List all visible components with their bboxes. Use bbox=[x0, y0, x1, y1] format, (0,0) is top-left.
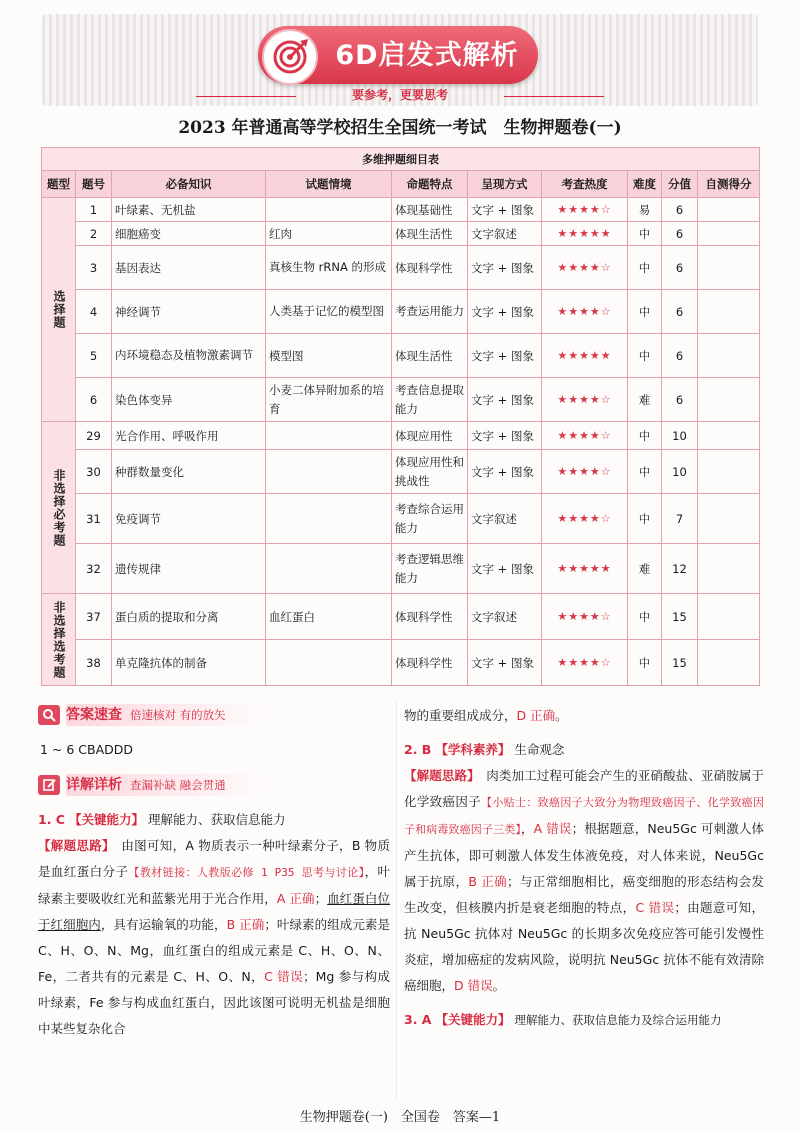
question-number: 5 bbox=[76, 334, 112, 378]
score-cell: 6 bbox=[662, 246, 698, 290]
knowledge-cell: 蛋白质的提取和分离 bbox=[112, 594, 266, 640]
self-score-cell[interactable] bbox=[698, 378, 760, 422]
q1-explanation bbox=[38, 833, 390, 1042]
heat-stars: ★★★★☆ bbox=[542, 594, 628, 640]
table-row bbox=[42, 198, 760, 222]
heat-stars: ★★★★☆ bbox=[542, 378, 628, 422]
context-cell bbox=[266, 544, 392, 594]
form-cell: 文字 + 图象 bbox=[468, 334, 542, 378]
score-cell: 10 bbox=[662, 422, 698, 450]
context-cell bbox=[266, 198, 392, 222]
q1-label: 1. C bbox=[38, 812, 65, 827]
option-verdict: D 错误 bbox=[454, 978, 493, 993]
self-score-cell[interactable] bbox=[698, 640, 760, 686]
question-type-cell bbox=[42, 422, 76, 594]
heat-stars: ★★★★☆ bbox=[542, 450, 628, 494]
difficulty-cell: 易 bbox=[628, 198, 662, 222]
column-divider bbox=[396, 700, 397, 1100]
heat-stars: ★★★★☆ bbox=[542, 290, 628, 334]
context-cell: 小麦二体异附加系的培育 bbox=[266, 378, 392, 422]
table-row bbox=[42, 246, 760, 290]
knowledge-cell: 单克隆抗体的制备 bbox=[112, 640, 266, 686]
text: 由图可知，A 物质表示一种叶绿素分子，B 物质是血红蛋白分子 bbox=[38, 838, 390, 879]
question-type: 非选择选考题 bbox=[52, 600, 66, 679]
search-icon bbox=[38, 705, 60, 725]
knowledge-cell: 神经调节 bbox=[112, 290, 266, 334]
option-verdict: B 正确 bbox=[226, 917, 265, 932]
self-score-cell[interactable] bbox=[698, 422, 760, 450]
text: ，具有运输氧的功能， bbox=[100, 917, 227, 932]
form-cell: 文字 + 图象 bbox=[468, 544, 542, 594]
self-score-cell[interactable] bbox=[698, 334, 760, 378]
difficulty-cell: 中 bbox=[628, 450, 662, 494]
score-cell: 6 bbox=[662, 334, 698, 378]
score-cell: 15 bbox=[662, 594, 698, 640]
table-row bbox=[42, 594, 760, 640]
form-cell: 文字叙述 bbox=[468, 594, 542, 640]
table-header-row bbox=[42, 171, 760, 198]
table-row bbox=[42, 544, 760, 594]
difficulty-cell: 难 bbox=[628, 378, 662, 422]
q2-tag: 【学科素养】 bbox=[435, 742, 511, 757]
q2-explanation bbox=[404, 763, 764, 999]
heat-stars: ★★★★☆ bbox=[542, 246, 628, 290]
column-header: 呈现方式 bbox=[468, 171, 542, 198]
self-score-cell[interactable] bbox=[698, 450, 760, 494]
question-type-cell bbox=[42, 198, 76, 422]
column-header: 自测得分 bbox=[698, 171, 760, 198]
score-cell: 15 bbox=[662, 640, 698, 686]
score-cell: 6 bbox=[662, 290, 698, 334]
question-type-cell bbox=[42, 594, 76, 686]
detailed-subtitle: 查漏补缺 融会贯通 bbox=[130, 778, 226, 792]
tip-hint: 【小贴士：致癌因子大致分为物理致癌因子、化学致癌因子和病毒致癌因子三类】 bbox=[404, 796, 764, 836]
quick-answers-header bbox=[38, 703, 390, 727]
option-verdict: B 正确 bbox=[468, 874, 507, 889]
column-header: 难度 bbox=[628, 171, 662, 198]
form-cell: 文字 + 图象 bbox=[468, 450, 542, 494]
question-number: 32 bbox=[76, 544, 112, 594]
text: ，叶绿素主要吸收红光和蓝紫光用于光合作用， bbox=[38, 864, 390, 906]
table-row bbox=[42, 494, 760, 544]
question-number: 3 bbox=[76, 246, 112, 290]
text: 肉类加工过程可能会产生的亚硝酸盐、亚硝胺属于化学致癌因子 bbox=[404, 768, 764, 809]
form-cell: 文字叙述 bbox=[468, 494, 542, 544]
feature-cell: 考查信息提取能力 bbox=[392, 378, 468, 422]
score-cell: 7 bbox=[662, 494, 698, 544]
q2-tag-text: 生命观念 bbox=[514, 742, 565, 757]
form-cell: 文字 + 图象 bbox=[468, 246, 542, 290]
self-score-cell[interactable] bbox=[698, 290, 760, 334]
text: ；根据题意，Neu5Gc 可刺激人体产生抗体，即可刺激人体发生体液免疫，对人体来说，Neu5Gc 属于抗原， bbox=[404, 821, 764, 889]
question-number: 29 bbox=[76, 422, 112, 450]
q3-label: 3. A bbox=[404, 1012, 432, 1027]
text: 。 bbox=[555, 708, 568, 723]
question-number: 30 bbox=[76, 450, 112, 494]
form-cell: 文字 + 图象 bbox=[468, 198, 542, 222]
answer-key: 1 ~ 6 CBADDD bbox=[40, 742, 134, 757]
context-cell: 模型图 bbox=[266, 334, 392, 378]
table-row bbox=[42, 334, 760, 378]
table-row bbox=[42, 290, 760, 334]
heat-stars: ★★★★★ bbox=[542, 334, 628, 378]
q1-tag-text: 理解能力、获取信息能力 bbox=[147, 812, 286, 827]
difficulty-cell: 中 bbox=[628, 334, 662, 378]
heat-stars: ★★★★★ bbox=[542, 544, 628, 594]
question-number: 31 bbox=[76, 494, 112, 544]
knowledge-cell: 染色体变异 bbox=[112, 378, 266, 422]
question-type: 非选择必考题 bbox=[52, 468, 66, 547]
score-cell: 10 bbox=[662, 450, 698, 494]
column-header: 分值 bbox=[662, 171, 698, 198]
question-number: 2 bbox=[76, 222, 112, 246]
feature-cell: 体现科学性 bbox=[392, 246, 468, 290]
page-title: 2023 年普通高等学校招生全国统一考试 生物押题卷(一) bbox=[178, 118, 622, 138]
score-cell: 6 bbox=[662, 378, 698, 422]
question-number: 1 bbox=[76, 198, 112, 222]
feature-cell: 体现科学性 bbox=[392, 594, 468, 640]
quick-answers-subtitle: 倍速核对 有的放矢 bbox=[130, 708, 226, 722]
heat-stars: ★★★★☆ bbox=[542, 198, 628, 222]
divider bbox=[196, 96, 296, 97]
page-footer: 生物押题卷(一) 全国卷 答案—1 bbox=[299, 1110, 501, 1125]
table-row bbox=[42, 378, 760, 422]
self-score-cell[interactable] bbox=[698, 594, 760, 640]
heat-stars: ★★★★☆ bbox=[542, 494, 628, 544]
option-verdict: A 错误 bbox=[533, 821, 572, 836]
knowledge-cell: 免疫调节 bbox=[112, 494, 266, 544]
feature-cell: 体现基础性 bbox=[392, 198, 468, 222]
table-row bbox=[42, 222, 760, 246]
context-cell: 真核生物 rRNA 的形成 bbox=[266, 246, 392, 290]
q3-tag-text: 理解能力、获取信息能力及综合运用能力 bbox=[514, 1013, 722, 1027]
text: ；与正常细胞相比，癌变细胞的形态结构会发生改变，但核膜内折是衰老细胞的特点， bbox=[404, 874, 764, 915]
heat-stars: ★★★★★ bbox=[542, 222, 628, 246]
q3-heading bbox=[404, 1007, 764, 1033]
text: ；叶绿素的组成元素是 C、H、O、N、Mg，血红蛋白的组成元素是 C、H、O、N、Fe，二者共有的元素是 C、H、O、N， bbox=[38, 917, 390, 984]
form-cell: 文字 + 图象 bbox=[468, 640, 542, 686]
column-header: 试题情境 bbox=[266, 171, 392, 198]
banner-title: 6D启发式解析 bbox=[335, 40, 519, 71]
table-row bbox=[42, 422, 760, 450]
underlined-text: 血红蛋白位于红细胞内 bbox=[38, 891, 390, 932]
knowledge-cell: 基因表达 bbox=[112, 246, 266, 290]
difficulty-cell: 中 bbox=[628, 494, 662, 544]
table-row bbox=[42, 640, 760, 686]
knowledge-cell: 种群数量变化 bbox=[112, 450, 266, 494]
q1-tag: 【关键能力】 bbox=[68, 812, 144, 827]
difficulty-cell: 中 bbox=[628, 222, 662, 246]
feature-cell: 体现生活性 bbox=[392, 222, 468, 246]
column-header: 必备知识 bbox=[112, 171, 266, 198]
difficulty-cell: 中 bbox=[628, 422, 662, 450]
textbook-hint: 【教材链接：人教版必修 1 P35 思考与讨论】 bbox=[128, 866, 365, 879]
column-header: 考查热度 bbox=[542, 171, 628, 198]
detailed-header bbox=[38, 773, 390, 797]
feature-cell: 体现应用性 bbox=[392, 422, 468, 450]
banner-subtitle: 要参考，更要思考 bbox=[351, 88, 448, 102]
idea-tag: 【解题思路】 bbox=[38, 838, 109, 853]
score-cell: 6 bbox=[662, 198, 698, 222]
self-score-cell[interactable] bbox=[698, 246, 760, 290]
self-score-cell[interactable] bbox=[698, 544, 760, 594]
idea-tag: 【解题思路】 bbox=[404, 768, 474, 783]
knowledge-cell: 叶绿素、无机盐 bbox=[112, 198, 266, 222]
self-score-cell[interactable] bbox=[698, 222, 760, 246]
q2-label: 2. B bbox=[404, 742, 432, 757]
option-verdict: C 错误 bbox=[264, 969, 304, 984]
divider bbox=[504, 96, 604, 97]
form-cell: 文字 + 图象 bbox=[468, 290, 542, 334]
score-cell: 12 bbox=[662, 544, 698, 594]
self-score-cell[interactable] bbox=[698, 494, 760, 544]
detailed-title: 详解详析 bbox=[66, 777, 122, 793]
column-header: 题号 bbox=[76, 171, 112, 198]
difficulty-cell: 中 bbox=[628, 290, 662, 334]
text: ；Mg 参与构成叶绿素，Fe 参与构成血红蛋白，因此该图可说明无机盐是细胞中某些复杂化合 bbox=[38, 969, 390, 1036]
q3-tag: 【关键能力】 bbox=[435, 1012, 511, 1027]
table-caption: 多维押题细目表 bbox=[42, 148, 760, 171]
question-number: 4 bbox=[76, 290, 112, 334]
difficulty-cell: 难 bbox=[628, 544, 662, 594]
text: ；由题意可知，抗 Neu5Gc 抗体对 Neu5Gc 的长期多次免疫应答可能引发慢性炎症，增加癌症的发病风险，说明抗 Neu5Gc 抗体不能有效清除癌细胞， bbox=[404, 900, 764, 993]
feature-cell: 体现生活性 bbox=[392, 334, 468, 378]
exam-breakdown-table bbox=[41, 147, 760, 686]
form-cell: 文字 + 图象 bbox=[468, 422, 542, 450]
feature-cell: 考查运用能力 bbox=[392, 290, 468, 334]
column-header: 命题特点 bbox=[392, 171, 468, 198]
knowledge-cell: 遗传规律 bbox=[112, 544, 266, 594]
option-verdict: A 正确 bbox=[276, 891, 315, 906]
context-cell: 红肉 bbox=[266, 222, 392, 246]
feature-cell: 考查逻辑思维能力 bbox=[392, 544, 468, 594]
context-cell bbox=[266, 640, 392, 686]
q1-continuation bbox=[404, 703, 764, 729]
difficulty-cell: 中 bbox=[628, 246, 662, 290]
text: 。 bbox=[492, 978, 506, 993]
q2-heading bbox=[404, 737, 764, 763]
heat-stars: ★★★★☆ bbox=[542, 422, 628, 450]
option-verdict: D 正确 bbox=[516, 708, 556, 723]
text: ； bbox=[314, 891, 328, 906]
q1-heading bbox=[38, 807, 390, 833]
difficulty-cell: 中 bbox=[628, 594, 662, 640]
context-cell bbox=[266, 450, 392, 494]
self-score-cell[interactable] bbox=[698, 198, 760, 222]
feature-cell: 体现应用性和挑战性 bbox=[392, 450, 468, 494]
score-cell: 6 bbox=[662, 222, 698, 246]
section-band bbox=[66, 704, 266, 726]
question-type: 选择题 bbox=[52, 290, 66, 329]
knowledge-cell: 光合作用、呼吸作用 bbox=[112, 422, 266, 450]
option-verdict: C 错误 bbox=[635, 900, 675, 915]
column-header: 题型 bbox=[42, 171, 76, 198]
knowledge-cell: 细胞癌变 bbox=[112, 222, 266, 246]
table-row bbox=[42, 450, 760, 494]
context-cell bbox=[266, 494, 392, 544]
feature-cell: 考查综合运用能力 bbox=[392, 494, 468, 544]
text: 物的重要组成成分， bbox=[404, 708, 517, 723]
right-column bbox=[404, 703, 764, 1033]
context-cell bbox=[266, 422, 392, 450]
section-band bbox=[66, 774, 266, 796]
target-icon bbox=[262, 29, 318, 85]
text: ， bbox=[520, 821, 534, 836]
heat-stars: ★★★★☆ bbox=[542, 640, 628, 686]
form-cell: 文字叙述 bbox=[468, 222, 542, 246]
form-cell: 文字 + 图象 bbox=[468, 378, 542, 422]
context-cell: 人类基于记忆的模型图 bbox=[266, 290, 392, 334]
edit-icon bbox=[38, 775, 60, 795]
feature-cell: 体现科学性 bbox=[392, 640, 468, 686]
quick-answers-title: 答案速查 bbox=[66, 707, 122, 723]
question-number: 37 bbox=[76, 594, 112, 640]
question-number: 38 bbox=[76, 640, 112, 686]
knowledge-cell: 内环境稳态及植物激素调节 bbox=[112, 334, 266, 378]
question-number: 6 bbox=[76, 378, 112, 422]
difficulty-cell: 中 bbox=[628, 640, 662, 686]
context-cell: 血红蛋白 bbox=[266, 594, 392, 640]
left-column bbox=[38, 703, 390, 1042]
